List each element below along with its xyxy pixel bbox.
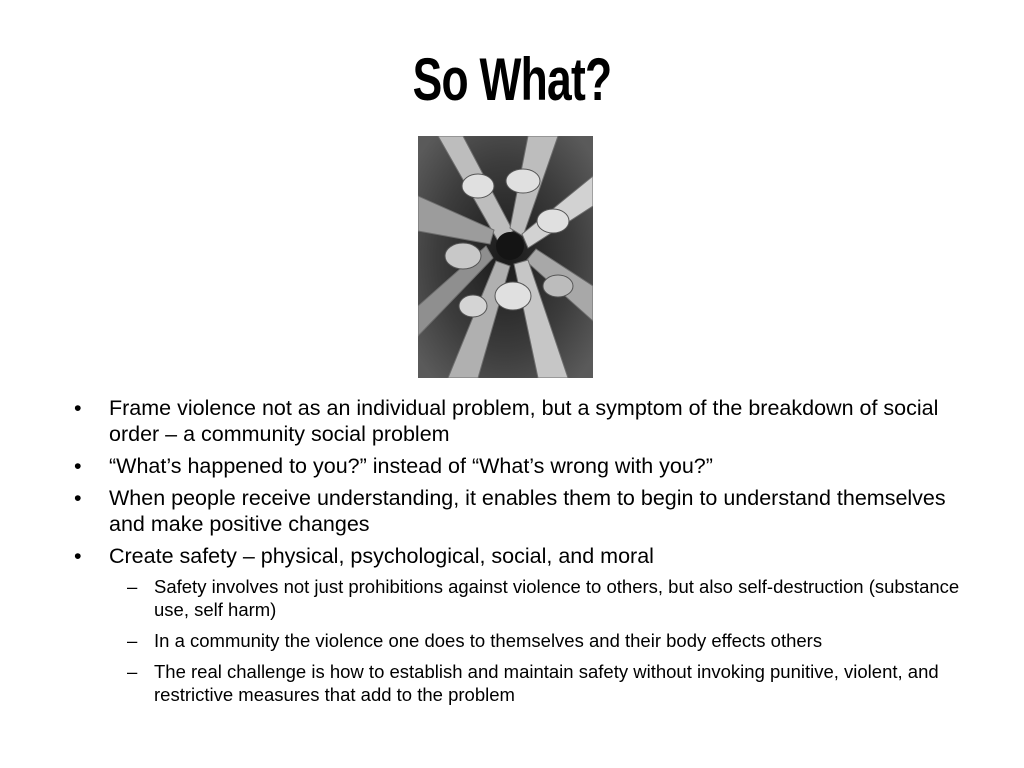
bullet-glyph: • xyxy=(74,454,82,478)
sub-bullet-list xyxy=(109,575,970,706)
slide-body xyxy=(70,395,970,714)
sub-bullet-item xyxy=(109,575,970,621)
sub-bullet-item xyxy=(109,660,970,706)
bullet-text: “What’s happened to you?” instead of “What’s wrong with you?” xyxy=(109,454,713,478)
sub-bullet-text: Safety involves not just prohibitions against violence to others, but also self-destruction (substance use, self harm) xyxy=(154,576,960,620)
bullet-glyph: • xyxy=(74,486,82,510)
slide-title: So What? xyxy=(412,46,612,113)
bullet-item xyxy=(70,395,970,447)
dash-glyph: – xyxy=(127,576,138,597)
hands-circle-photo xyxy=(418,136,593,378)
bullet-text: Frame violence not as an individual problem, but a symptom of the breakdown of social order – a community social problem xyxy=(109,396,939,446)
bullet-item xyxy=(70,453,970,479)
bullet-item xyxy=(70,543,970,706)
bullet-item xyxy=(70,485,970,537)
dash-glyph: – xyxy=(127,661,138,682)
sub-bullet-item xyxy=(109,629,970,652)
bullet-glyph: • xyxy=(74,544,82,568)
dash-glyph: – xyxy=(127,630,138,651)
sub-bullet-text: The real challenge is how to establish and maintain safety without invoking punitive, violent, and restrictive measures that add to the problem xyxy=(154,661,939,705)
hands-circle-illustration xyxy=(418,136,593,378)
sub-bullet-text: In a community the violence one does to themselves and their body effects others xyxy=(154,630,823,651)
bullet-list xyxy=(70,395,970,706)
bullet-text: Create safety – physical, psychological, social, and moral xyxy=(109,544,654,568)
bullet-text: When people receive understanding, it enables them to begin to understand themselves and make positive changes xyxy=(109,486,946,536)
bullet-glyph: • xyxy=(74,396,82,420)
